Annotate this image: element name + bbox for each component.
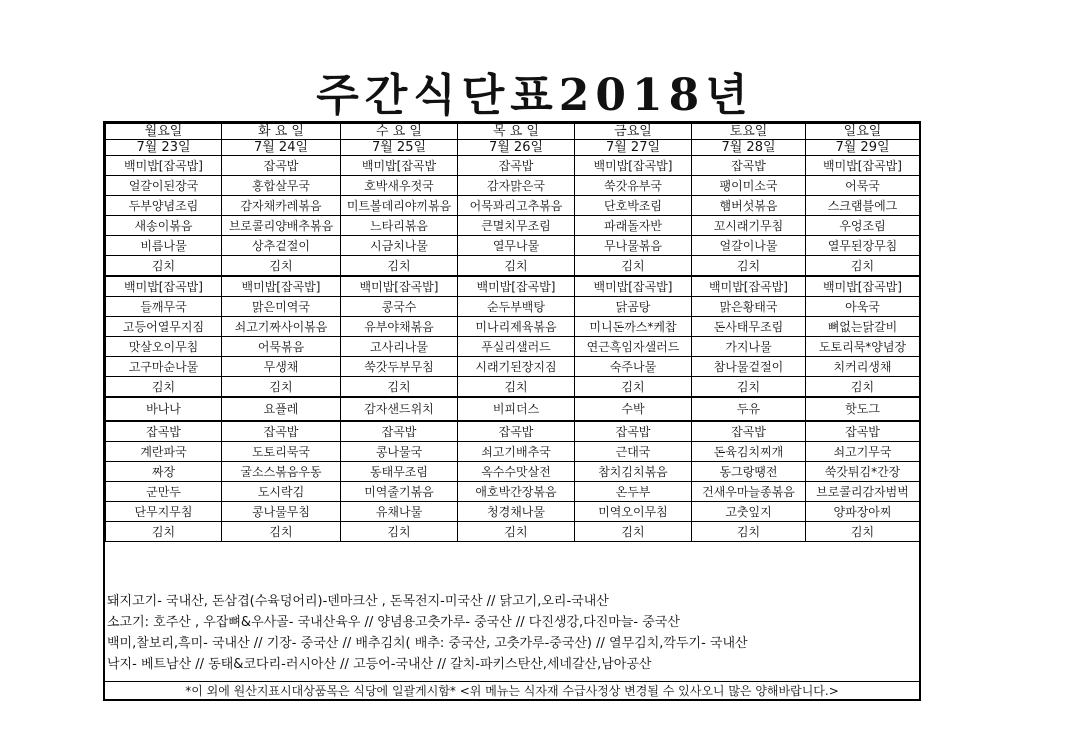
menu-cell: 무생채 bbox=[222, 357, 341, 377]
day-name: 일요일 bbox=[806, 124, 920, 140]
menu-cell: 미트볼데리야끼볶음 bbox=[341, 196, 458, 216]
menu-cell: 열무나물 bbox=[458, 236, 575, 256]
menu-cell: 꼬시래기무침 bbox=[692, 216, 806, 236]
menu-cell: 백미밥[잡곡밥] bbox=[106, 156, 222, 176]
menu-cell: 옥수수맛살전 bbox=[458, 462, 575, 482]
menu-cell: 시금치나물 bbox=[341, 236, 458, 256]
lunch-row bbox=[106, 337, 920, 357]
menu-cell: 홍합살무국 bbox=[222, 176, 341, 196]
menu-cell: 김치 bbox=[458, 522, 575, 542]
menu-cell: 김치 bbox=[692, 522, 806, 542]
menu-table bbox=[105, 123, 920, 542]
menu-cell: 두부양념조림 bbox=[106, 196, 222, 216]
menu-cell: 브로콜리양배추볶음 bbox=[222, 216, 341, 236]
day-date: 7월 25일 bbox=[341, 140, 458, 156]
menu-cell: 얼갈이나물 bbox=[692, 236, 806, 256]
menu-cell: 치커리생채 bbox=[806, 357, 920, 377]
menu-cell: 순두부백탕 bbox=[458, 297, 575, 317]
menu-cell: 호박새우젓국 bbox=[341, 176, 458, 196]
menu-cell: 김치 bbox=[692, 256, 806, 277]
day-date: 7월 28일 bbox=[692, 140, 806, 156]
menu-cell: 김치 bbox=[341, 256, 458, 277]
menu-cell: 김치 bbox=[575, 256, 692, 277]
breakfast-row bbox=[106, 196, 920, 216]
dinner-row bbox=[106, 442, 920, 462]
menu-cell: 온두부 bbox=[575, 482, 692, 502]
menu-cell: 햄버섯볶음 bbox=[692, 196, 806, 216]
menu-cell: 참치김치볶음 bbox=[575, 462, 692, 482]
menu-cell: 숙주나물 bbox=[575, 357, 692, 377]
menu-cell: 미역오이무침 bbox=[575, 502, 692, 522]
menu-cell: 들깨무국 bbox=[106, 297, 222, 317]
menu-cell: 맑은미역국 bbox=[222, 297, 341, 317]
menu-cell: 닭곰탕 bbox=[575, 297, 692, 317]
menu-cell: 우엉조림 bbox=[806, 216, 920, 236]
menu-cell: 김치 bbox=[806, 377, 920, 398]
menu-cell: 얼갈이된장국 bbox=[106, 176, 222, 196]
menu-cell: 어묵꽈리고추볶음 bbox=[458, 196, 575, 216]
menu-cell: 열무된장무침 bbox=[806, 236, 920, 256]
breakfast-row bbox=[106, 156, 920, 176]
menu-cell: 쇠고기배추국 bbox=[458, 442, 575, 462]
menu-cell: 고사리나물 bbox=[341, 337, 458, 357]
menu-cell: 무나물볶음 bbox=[575, 236, 692, 256]
menu-cell: 김치 bbox=[806, 256, 920, 277]
menu-cell: 김치 bbox=[222, 377, 341, 398]
menu-cell: 도시락김 bbox=[222, 482, 341, 502]
dinner-row bbox=[106, 482, 920, 502]
menu-cell: 고구마순나물 bbox=[106, 357, 222, 377]
menu-cell: 잡곡밥 bbox=[222, 156, 341, 176]
menu-cell: 김치 bbox=[222, 522, 341, 542]
day-name: 월요일 bbox=[106, 124, 222, 140]
lunch-row bbox=[106, 357, 920, 377]
menu-cell: 감자맑은국 bbox=[458, 176, 575, 196]
menu-cell: 백미밥[잡곡밥] bbox=[341, 276, 458, 297]
day-name: 목 요 일 bbox=[458, 124, 575, 140]
menu-cell: 계란파국 bbox=[106, 442, 222, 462]
breakfast-row bbox=[106, 216, 920, 236]
day-date: 7월 24일 bbox=[222, 140, 341, 156]
dinner-row bbox=[106, 462, 920, 482]
menu-cell: 콩나물국 bbox=[341, 442, 458, 462]
origin-notes bbox=[105, 591, 919, 675]
menu-cell: 백미밥[잡곡밥] bbox=[222, 276, 341, 297]
menu-cell: 김치 bbox=[458, 256, 575, 277]
origin-note: 낙지- 베트남산 // 동태&코다리-러시아산 // 고등어-국내산 // 갈치-파키스탄산,세네갈산,남아공산 bbox=[107, 657, 652, 672]
menu-cell: 팽이미소국 bbox=[692, 176, 806, 196]
day-name: 수 요 일 bbox=[341, 124, 458, 140]
snack-cell: 요플레 bbox=[222, 397, 341, 421]
menu-cell: 브로콜리감자범벅 bbox=[806, 482, 920, 502]
menu-cell: 맑은황태국 bbox=[692, 297, 806, 317]
snack-cell: 두유 bbox=[692, 397, 806, 421]
menu-cell: 백미밥[잡곡밥 bbox=[341, 156, 458, 176]
menu-cell: 상추겉절이 bbox=[222, 236, 341, 256]
day-date: 7월 26일 bbox=[458, 140, 575, 156]
menu-cell: 잡곡밥 bbox=[575, 421, 692, 442]
snack-cell: 바나나 bbox=[106, 397, 222, 421]
menu-cell: 어묵볶음 bbox=[222, 337, 341, 357]
origin-note: 백미,찰보리,흑미- 국내산 // 기장- 중국산 // 배추김치( 배추: 중국산, 고춧가루-중국산) // 열무김치,깍두기- 국내산 bbox=[107, 636, 748, 651]
menu-cell: 돈육김치찌개 bbox=[692, 442, 806, 462]
menu-cell: 쇠고기짜사이볶음 bbox=[222, 317, 341, 337]
dinner-row bbox=[106, 522, 920, 542]
menu-cell: 참나물겉절이 bbox=[692, 357, 806, 377]
menu-cell: 애호박간장볶음 bbox=[458, 482, 575, 502]
menu-cell: 짜장 bbox=[106, 462, 222, 482]
menu-cell: 도토리묵국 bbox=[222, 442, 341, 462]
menu-cell: 쑥갓두부무침 bbox=[341, 357, 458, 377]
dinner-row bbox=[106, 421, 920, 442]
menu-cell: 미니돈까스*케찹 bbox=[575, 317, 692, 337]
menu-cell: 군만두 bbox=[106, 482, 222, 502]
menu-cell: 굴소스볶음우동 bbox=[222, 462, 341, 482]
lunch-row bbox=[106, 317, 920, 337]
menu-cell: 건새우마늘종볶음 bbox=[692, 482, 806, 502]
snack-cell: 수박 bbox=[575, 397, 692, 421]
menu-cell: 잡곡밥 bbox=[222, 421, 341, 442]
menu-cell: 잡곡밥 bbox=[806, 421, 920, 442]
menu-cell: 콩나물무침 bbox=[222, 502, 341, 522]
menu-cell: 잡곡밥 bbox=[106, 421, 222, 442]
menu-cell: 어묵국 bbox=[806, 176, 920, 196]
snack-cell: 감자샌드위치 bbox=[341, 397, 458, 421]
menu-cell: 미역줄기볶음 bbox=[341, 482, 458, 502]
menu-cell: 잡곡밥 bbox=[458, 156, 575, 176]
menu-cell: 김치 bbox=[341, 377, 458, 398]
menu-cell: 느타리볶음 bbox=[341, 216, 458, 236]
menu-cell: 고춧잎지 bbox=[692, 502, 806, 522]
menu-cell: 단무지무침 bbox=[106, 502, 222, 522]
menu-cell: 비름나물 bbox=[106, 236, 222, 256]
menu-cell: 김치 bbox=[341, 522, 458, 542]
menu-cell: 백미밥[잡곡밥] bbox=[806, 276, 920, 297]
menu-cell: 도토리묵*양념장 bbox=[806, 337, 920, 357]
menu-cell: 동태무조림 bbox=[341, 462, 458, 482]
menu-cell: 김치 bbox=[692, 377, 806, 398]
menu-cell: 콩국수 bbox=[341, 297, 458, 317]
menu-cell: 김치 bbox=[106, 522, 222, 542]
menu-cell: 잡곡밥 bbox=[692, 421, 806, 442]
menu-cell: 백미밥[잡곡밥] bbox=[692, 276, 806, 297]
menu-cell: 쑥갓유부국 bbox=[575, 176, 692, 196]
day-date: 7월 27일 bbox=[575, 140, 692, 156]
menu-cell: 김치 bbox=[222, 256, 341, 277]
menu-cell: 잡곡밥 bbox=[692, 156, 806, 176]
snack-row bbox=[106, 397, 920, 421]
menu-cell: 동그랑땡전 bbox=[692, 462, 806, 482]
day-date: 7월 23일 bbox=[106, 140, 222, 156]
breakfast-row bbox=[106, 176, 920, 196]
menu-cell: 쑥갓튀김*간장 bbox=[806, 462, 920, 482]
menu-cell: 큰멸치무조림 bbox=[458, 216, 575, 236]
menu-cell: 백미밥[잡곡밥] bbox=[575, 156, 692, 176]
menu-cell: 파래돌자반 bbox=[575, 216, 692, 236]
lunch-row bbox=[106, 276, 920, 297]
menu-cell: 유부야채볶음 bbox=[341, 317, 458, 337]
lunch-row bbox=[106, 377, 920, 398]
menu-cell: 김치 bbox=[106, 377, 222, 398]
menu-cell: 근대국 bbox=[575, 442, 692, 462]
day-date: 7월 29일 bbox=[806, 140, 920, 156]
menu-cell: 감자채카레볶음 bbox=[222, 196, 341, 216]
menu-cell: 돈사태무조림 bbox=[692, 317, 806, 337]
menu-cell: 백미밥[잡곡밥] bbox=[106, 276, 222, 297]
origin-note: 돼지고기- 국내산, 돈삼겹(수육덩어리)-덴마크산 , 돈목전지-미국산 // 닭고기,오리-국내산 bbox=[107, 594, 609, 609]
menu-cell: 백미밥[잡곡밥] bbox=[806, 156, 920, 176]
menu-cell: 김치 bbox=[575, 377, 692, 398]
menu-cell: 잡곡밥 bbox=[341, 421, 458, 442]
menu-cell: 양파장아찌 bbox=[806, 502, 920, 522]
menu-cell: 백미밥[잡곡밥] bbox=[575, 276, 692, 297]
menu-cell: 백미밥[잡곡밥] bbox=[458, 276, 575, 297]
menu-cell: 푸실리샐러드 bbox=[458, 337, 575, 357]
page-title: 주간식단표2018년 bbox=[316, 70, 754, 121]
menu-cell: 시래기된장지짐 bbox=[458, 357, 575, 377]
breakfast-row bbox=[106, 256, 920, 277]
footer-notice: *이 외에 원산지표시대상품목은 식당에 일괄게시함* <위 메뉴는 식자재 수급사정상 변경될 수 있사오니 많은 양해바랍니다.> bbox=[105, 681, 919, 700]
menu-cell: 가지나물 bbox=[692, 337, 806, 357]
breakfast-row bbox=[106, 236, 920, 256]
menu-cell: 쇠고기무국 bbox=[806, 442, 920, 462]
menu-cell: 고등어열무지짐 bbox=[106, 317, 222, 337]
menu-cell: 뼈없는닭갈비 bbox=[806, 317, 920, 337]
day-name: 금요일 bbox=[575, 124, 692, 140]
dinner-row bbox=[106, 502, 920, 522]
menu-cell: 김치 bbox=[806, 522, 920, 542]
day-name: 토요일 bbox=[692, 124, 806, 140]
menu-cell: 연근흑임자샐러드 bbox=[575, 337, 692, 357]
lunch-row bbox=[106, 297, 920, 317]
day-name: 화 요 일 bbox=[222, 124, 341, 140]
menu-cell: 유채나물 bbox=[341, 502, 458, 522]
snack-cell: 비피더스 bbox=[458, 397, 575, 421]
menu-cell: 김치 bbox=[458, 377, 575, 398]
snack-cell: 핫도그 bbox=[806, 397, 920, 421]
menu-cell: 청경채나물 bbox=[458, 502, 575, 522]
menu-cell: 단호박조림 bbox=[575, 196, 692, 216]
day-header-row bbox=[106, 124, 920, 140]
menu-cell: 맛살오이무침 bbox=[106, 337, 222, 357]
menu-cell: 김치 bbox=[106, 256, 222, 277]
menu-cell: 아욱국 bbox=[806, 297, 920, 317]
menu-cell: 스크램블에그 bbox=[806, 196, 920, 216]
origin-note: 소고기: 호주산 , 우잡뼈&우사골- 국내산육우 // 양념용고춧가루- 중국산 // 다진생강,다진마늘- 중국산 bbox=[107, 615, 680, 630]
menu-cell: 미나리제육볶음 bbox=[458, 317, 575, 337]
date-header-row bbox=[106, 140, 920, 156]
menu-cell: 잡곡밥 bbox=[458, 421, 575, 442]
weekly-menu-sheet bbox=[103, 121, 921, 701]
menu-cell: 김치 bbox=[575, 522, 692, 542]
menu-cell: 새송이볶음 bbox=[106, 216, 222, 236]
